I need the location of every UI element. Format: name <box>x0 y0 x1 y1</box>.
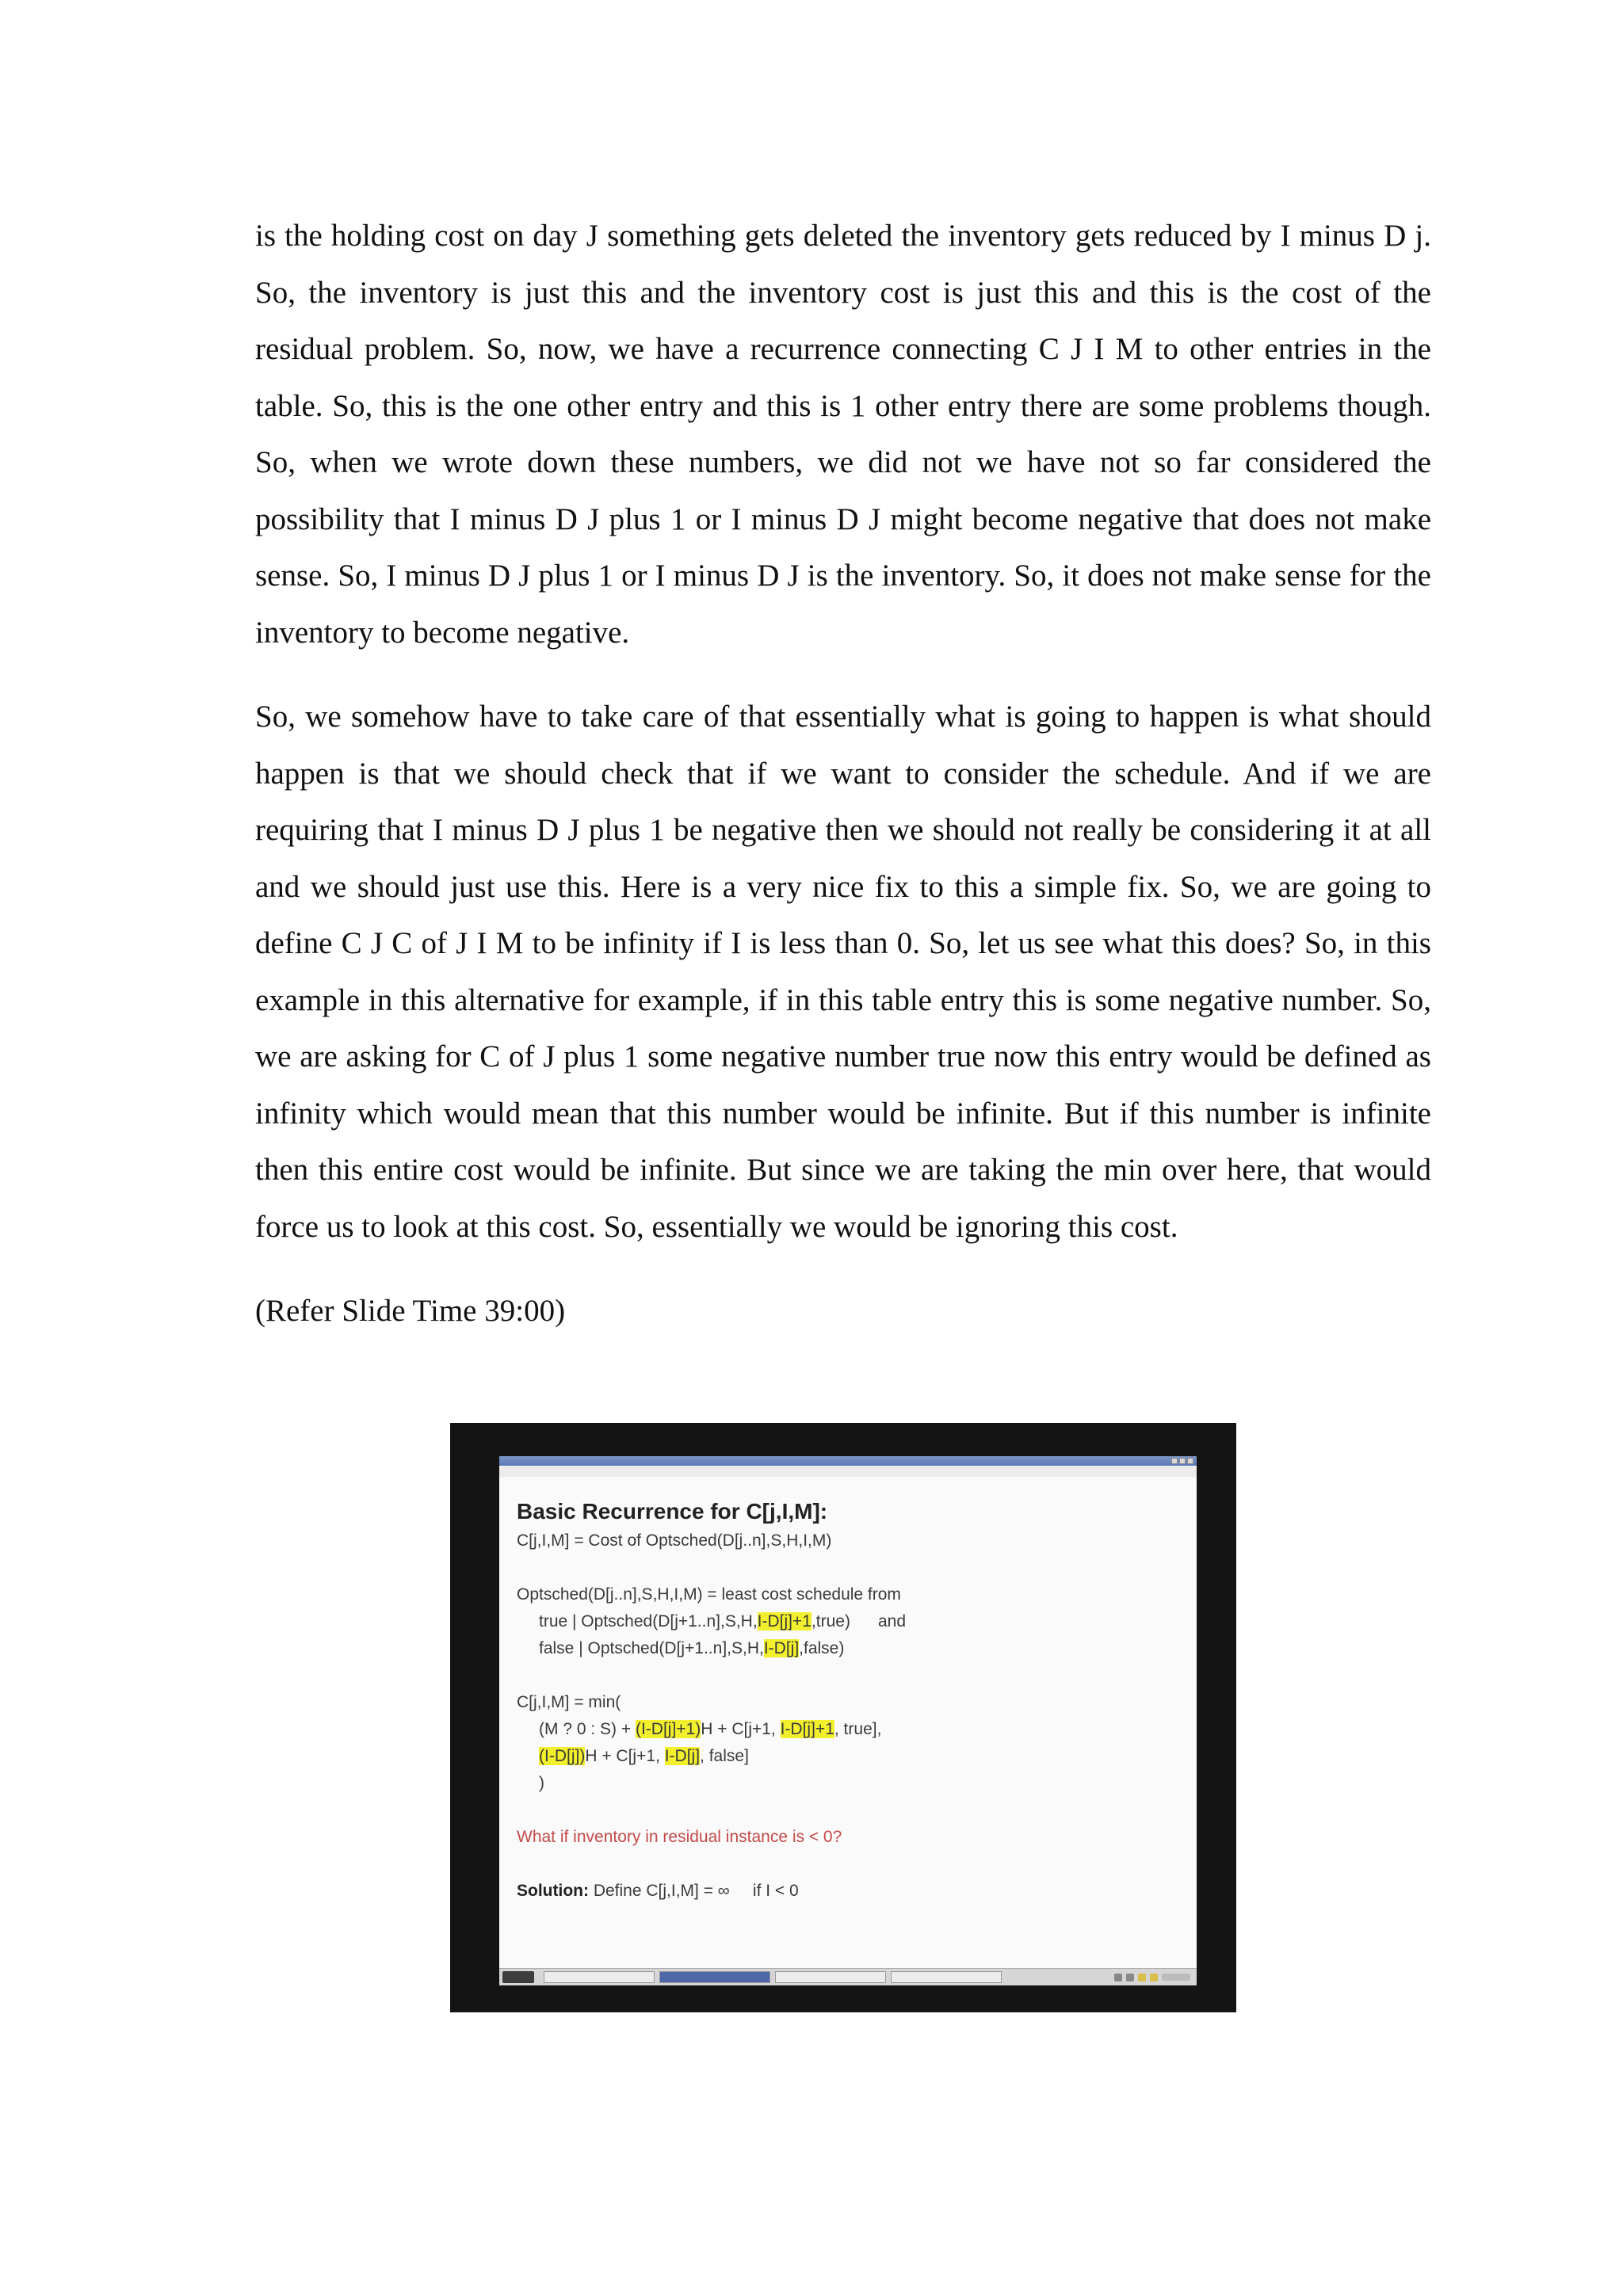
highlight: I-D[j]+1 <box>757 1612 812 1630</box>
system-tray <box>1032 1972 1190 1982</box>
body-paragraph-1: is the holding cost on day J something gets deleted the inventory gets reduced by I minus D j. So, the inventory is just this and the inventory cost is just this and this is the cost of the residual problem. So, now, we have a recurrence connecting C J I M to other entries in the table. So, this is the one other entry and this is 1 other entry there are some problems though. So, when we wrote down these numbers, we did not we have not so far considered the possibility that I minus D J plus 1 or I minus D J might become negative that does not make sense. So, I minus D J plus 1 or I minus D J is the inventory. So, it does not make sense for the inventory to become negative. <box>255 219 1431 650</box>
slide-heading: Basic Recurrence for C[j,I,M]: <box>517 1499 828 1524</box>
maximize-icon <box>1179 1458 1186 1464</box>
slide-min-line-2: (M ? 0 : S) + (I-D[j]+1)H + C[j+1, I-D[j]+1, true], <box>539 1720 882 1738</box>
slide-optsched-line-3: false | Optsched(D[j+1..n],S,H,I-D[j],false) <box>539 1639 845 1657</box>
tray-icon <box>1150 1974 1158 1981</box>
slide-solution: Solution: Define C[j,I,M] = ∞ if I < 0 <box>517 1882 799 1900</box>
taskbar-item <box>544 1971 655 1983</box>
start-button <box>502 1971 534 1983</box>
slide-screen <box>499 1456 1197 1985</box>
taskbar-item <box>891 1971 1002 1983</box>
tray-icon <box>1138 1974 1146 1981</box>
highlight: I-D[j] <box>664 1747 701 1765</box>
slide-question: What if inventory in residual instance is < 0? <box>517 1828 842 1846</box>
highlight: I-D[j] <box>763 1639 800 1657</box>
slide-content <box>517 1496 1189 1905</box>
taskbar-item <box>775 1971 886 1983</box>
slide-min-line-3: (I-D[j])H + C[j+1, I-D[j], false] <box>539 1747 749 1765</box>
slide-min-line-1: C[j,I,M] = min( <box>517 1693 621 1711</box>
document-page <box>255 208 1431 1340</box>
slide-photo <box>450 1423 1236 2012</box>
slide-window-titlebar <box>499 1456 1197 1466</box>
minimize-icon <box>1171 1458 1178 1464</box>
slide-min-line-4: ) <box>539 1774 544 1792</box>
slide-optsched-line-1: Optsched(D[j..n],S,H,I,M) = least cost schedule from <box>517 1585 901 1604</box>
window-controls <box>1171 1458 1193 1464</box>
taskbar-item <box>659 1971 770 1983</box>
clock-icon <box>1162 1974 1190 1981</box>
slide-window-menubar <box>499 1466 1197 1477</box>
highlight: (I-D[j]) <box>539 1747 586 1765</box>
body-paragraph-2: So, we somehow have to take care of that essentially what is going to happen is what should happen is that we should check that if we want to consider the schedule. And if we are requiring that I minus D J plus 1 be negative then we should not really be considering it at all and we should just use this. Here is a very nice fix to this a simple fix. So, we are going to define C J C of J I M to be infinity if I is less than 0. So, let us see what this does? So, in this example in this alternative for example, if in this table entry this is some negative number. So, we are asking for C of J plus 1 some negative number true now this entry would be defined as infinity which would mean that this number would be infinite. But if this number is infinite then this entire cost would be infinite. But since we are taking the min over here, that would force us to look at this cost. So, essentially we would be ignoring this cost. <box>255 700 1431 1244</box>
taskbar <box>499 1968 1197 1985</box>
close-icon <box>1187 1458 1193 1464</box>
slide-optsched-line-2: true | Optsched(D[j+1..n],S,H,I-D[j]+1,true) and <box>539 1612 906 1630</box>
slide-definition-line: C[j,I,M] = Cost of Optsched(D[j..n],S,H,I,M) <box>517 1531 832 1550</box>
tray-icon <box>1126 1974 1134 1981</box>
tray-icon <box>1114 1974 1122 1981</box>
refer-slide-time: (Refer Slide Time 39:00) <box>255 1294 566 1328</box>
highlight: (I-D[j]+1) <box>635 1720 701 1738</box>
highlight: I-D[j]+1 <box>780 1720 834 1738</box>
